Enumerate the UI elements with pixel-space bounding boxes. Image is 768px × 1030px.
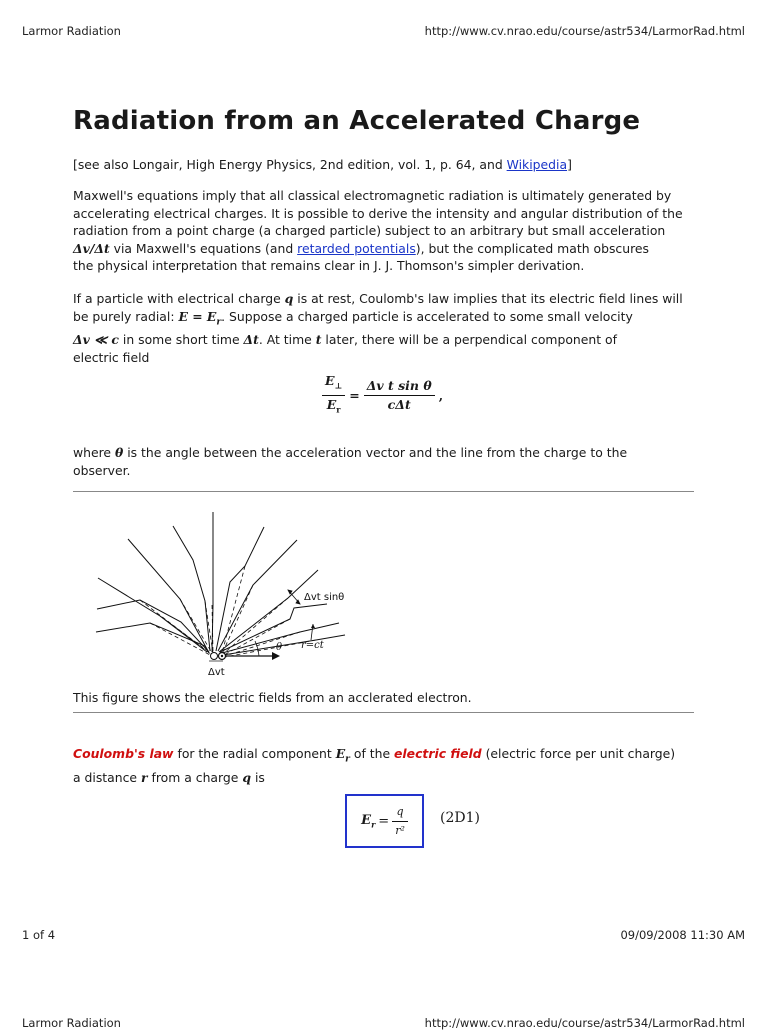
figure-caption: This figure shows the electric fields from an acclerated electron. — [73, 690, 472, 705]
label-dvt: Δvt — [208, 667, 225, 678]
electric-field-term: electric field — [394, 746, 482, 761]
equation-label: (2D1) — [440, 810, 480, 826]
divider-top — [73, 491, 694, 492]
label-r-ct: r=ct — [301, 640, 324, 651]
retarded-potentials-link[interactable]: retarded potentials — [297, 240, 416, 256]
math-e-equals-er: $E = E_r$ — [178, 308, 222, 327]
divider-bottom — [73, 712, 694, 713]
paragraph-charge-at-rest: If a particle with electrical charge q is at rest, Coulomb's law implies that its electric field lines will be purely radial: $E = E_r$. Suppose a charged particle is accelerated to some small velocity Δv ≪ c in some short time Δt. At time t later, there will be a perpendical component of electric field — [73, 291, 683, 365]
next-page-header-url: http://www.cv.nrao.edu/course/astr534/LarmorRad.html — [424, 1016, 745, 1030]
paragraph-theta-definition: where θ is the angle between the acceleration vector and the line from the charge to the observer. — [73, 445, 628, 478]
paragraph-coulomb: Coulomb's law for the radial component $E_r$ of the electric field (electric force per unit charge) a distance r from a charge q is — [73, 746, 676, 785]
header-url: http://www.cv.nrao.edu/course/astr534/LarmorRad.html — [424, 24, 745, 38]
page-title: Radiation from an Accelerated Charge — [73, 106, 641, 136]
field-lines-figure — [0, 500, 768, 690]
equation-coulomb-box: $E_r$ = $\frac{q}{\text{r²}}$ — [345, 794, 424, 848]
page-count: 1 of 4 — [22, 928, 56, 942]
wikipedia-link[interactable]: Wikipedia — [506, 157, 568, 172]
label-theta: θ — [276, 642, 283, 653]
coulombs-law-term: Coulomb's law — [73, 746, 174, 761]
label-dvt-sin-theta: Δvt sinθ — [304, 592, 345, 603]
header-title: Larmor Radiation — [22, 24, 121, 38]
print-timestamp: 09/09/2008 11:30 AM — [620, 928, 745, 942]
paragraph-intro: Maxwell's equations imply that all classical electromagnetic radiation is ultimately generated by accelerating electrical charges. It is possible to derive the intensity and angular distribution of the radiation from a point charge (a charged particle) subject to an arbitrary but small acceleration Δv/Δt via Maxwell's equations (and retarded potentials), but the complicated math obscures the physical interpretation that remains clear in J. J. Thomson's simpler derivation. — [73, 188, 683, 273]
see-also-line: [see also Longair, High Energy Physics, 2nd edition, vol. 1, p. 64, and Wikipedia] — [73, 157, 572, 172]
next-page-header-title: Larmor Radiation — [22, 1016, 121, 1030]
math-dv-dt: Δv/Δt — [73, 240, 110, 256]
equation-perpendicular-field: $\frac{E_\perp}{E_r}$ = $\frac{\text{Δv t sin θ}}{\text{cΔt}}$ , — [322, 372, 443, 418]
